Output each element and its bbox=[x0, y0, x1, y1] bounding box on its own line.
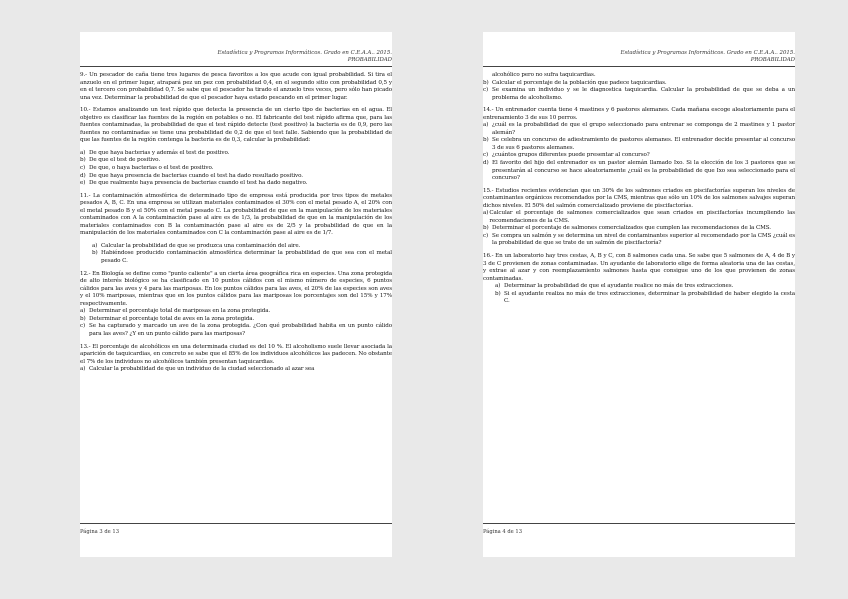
exercise-subitem bbox=[80, 150, 392, 158]
page-body bbox=[483, 72, 795, 306]
exercise-paragraph: 10.- Estamos analizando un test rápido que detecta la presencia de un cierto tipo de bacterias en el agua. El objetivo es clasificar las fuentes de la región en potables o no. El fabricante del test rápido afirma que, para las fuentes contaminadas, la probabilidad de que el test rápido detecte (test positivo) la bacteria es de 0,9, pero las fuentes no contaminadas se tiene una probabilidad de 0,2 de que el test falle. Sabiendo que la probabilidad de que las fuentes de la región contenga la bacteria es de 0,3, calcular la probabilidad: bbox=[80, 107, 392, 144]
footer-rule bbox=[483, 523, 795, 524]
exercise-subitem bbox=[80, 250, 392, 265]
exercise-paragraph: 15.- Estudios recientes evidencian que un 30% de los salmones criados en piscifactorías superan los niveles de contaminantes orgánicos recomendados por la CMS, mientras que sólo un 10% de los salmones salvajes superan dichos niveles. El 50% del salmón comercializado proviene de piscifactorías. bbox=[483, 187, 795, 209]
subitem-text: Determinar el porcentaje total de mariposas en la zona protegida. bbox=[89, 308, 271, 315]
subitem-text: Si el ayudante realiza no más de tres extracciones, determinar la probabilidad de haber elegido la cesta C. bbox=[504, 290, 795, 305]
subitem-label: a) bbox=[80, 149, 86, 156]
subitem-label: d) bbox=[483, 160, 489, 167]
exercise-subitem bbox=[483, 233, 795, 248]
exercise-paragraph: 13.- El porcentaje de alcohólicos en una determinada ciudad es del 10 %. El alcoholismo suele llevar asociada la aparición de taquicardias, en concreto se sabe que el 85% de los individuos alcohólicos las padecen. No obstante el 7% de los individuos no alcohólicos también presentan taquicardias. bbox=[80, 343, 392, 365]
subitem-text: Se celebra un concurso de adiestramiento de pastores alemanes. El entrenador decide presentar al concurso 3 de sus 6 pastores alemanes. bbox=[492, 137, 795, 151]
header-rule bbox=[483, 66, 795, 67]
subitem-label: c) bbox=[483, 232, 489, 239]
page-header bbox=[483, 50, 795, 64]
header-topic: PROBABILIDAD bbox=[347, 57, 392, 63]
subitem-text: ¿cuál es la probabilidad de que el grupo seleccionado para entrenar se componga de 2 mastines y 1 pastor alemán? bbox=[492, 122, 795, 136]
subitem-text: De que haya presencia de bacterias cuando el test ha dado resultado positivo. bbox=[89, 172, 303, 179]
subitem-label: b) bbox=[483, 137, 489, 144]
exercise-subitem bbox=[483, 80, 795, 88]
page-header bbox=[80, 50, 392, 64]
header-topic: PROBABILIDAD bbox=[750, 57, 795, 63]
subitem-label: c) bbox=[80, 165, 86, 172]
exercise-subitem bbox=[80, 308, 392, 316]
exercise-subitem bbox=[80, 366, 392, 374]
exercise-subitem bbox=[80, 165, 392, 173]
footer-rule bbox=[80, 523, 392, 524]
page-body bbox=[80, 72, 392, 374]
subitem-label: b) bbox=[80, 315, 86, 322]
subitem-label: a) bbox=[80, 366, 86, 373]
subitem-text: Habiéndose producido contaminación atmosférica determinar la probabilidad de que sea con el metal pesado C. bbox=[101, 250, 392, 265]
subitem-text: Calcular la probabilidad de que se produzca una contaminación del aire. bbox=[101, 242, 301, 249]
subitem-label: c) bbox=[483, 152, 489, 159]
page-4 bbox=[483, 32, 795, 557]
exercise-subitem bbox=[483, 225, 795, 233]
exercise-subitem bbox=[80, 323, 392, 338]
exercise-subitem bbox=[483, 87, 795, 102]
subitem-label: a) bbox=[495, 283, 501, 290]
exercise-subitem bbox=[80, 180, 392, 188]
subitem-text: Calcular el porcentaje de salmones comercializados que sean criados en piscifactorías incumpliendo las recomendaciones de la CMS. bbox=[489, 210, 795, 224]
subitem-label: b) bbox=[92, 250, 98, 257]
exercise-subitem bbox=[483, 210, 795, 225]
subitem-label: c) bbox=[483, 87, 489, 94]
subitem-text: Calcular la probabilidad de que un individuo de la ciudad seleccionado al azar sea bbox=[89, 366, 315, 373]
exercise-subitem bbox=[483, 122, 795, 137]
subitem-text: ¿cuántos grupos diferentes puede presentar al concurso? bbox=[492, 152, 650, 159]
subitem-text: El favorito del hijo del entrenador es un pastor alemán llamado Ixo. Si la elección de los 3 pastores que se presentarán al concurso se hace aleatoriamente ¿cuál es la probabilidad de que Ixo sea seleccionado para el concurso? bbox=[492, 160, 795, 182]
subitem-text: De que realmente haya presencia de bacterias cuando el test ha dado negativo. bbox=[89, 180, 308, 187]
exercise-subitem bbox=[483, 152, 795, 160]
subitem-label: b) bbox=[483, 79, 489, 86]
exercise-subitem bbox=[483, 283, 795, 291]
page-number: Página 3 de 13 bbox=[80, 529, 120, 535]
header-course: Estadística y Programas Informáticos. Grado en C.E.A.A.. 2015. bbox=[217, 50, 392, 56]
exercise-subitem bbox=[483, 160, 795, 183]
subitem-text: Determinar el porcentaje total de aves en la zona protegida. bbox=[89, 315, 255, 322]
subitem-text: De que el test de positivo. bbox=[89, 157, 160, 164]
subitem-label: a) bbox=[483, 210, 489, 217]
continued-text: alcohólico pero no sufra taquicardias. bbox=[492, 72, 596, 78]
subitem-label: e) bbox=[80, 180, 86, 187]
exercise-paragraph: 11.- La contaminación atmosférica de determinado tipo de empresa está producida por tres tipos de metales pesados A, B, C. En una empresa se utilizan materiales contaminados el 30% con el metal pesado A, el 20% con el metal pesado B y el 50% con el metal pesado C. La probabilidad de que en la manipulación de los materiales contaminados con A la contaminación pase al aire es de 1/3, la probabilidad de que en la manipulación de los materiales contaminados con B la contaminación pase al aire es de 2/5 y la probabilidad de que en la manipulación de los materiales contaminados con C la contaminación pase al aire es de 1/7. bbox=[80, 192, 392, 237]
subitem-label: b) bbox=[483, 225, 489, 232]
subitem-text: De que, o haya bacterias o el test de positivo. bbox=[89, 165, 214, 172]
exercise-subitem bbox=[80, 173, 392, 181]
subitem-label: a) bbox=[80, 308, 86, 315]
subitem-label: d) bbox=[80, 172, 86, 179]
exercise-subitem bbox=[483, 291, 795, 306]
header-rule bbox=[80, 66, 392, 67]
exercise-paragraph: 12.- En Biología se define como "punto caliente" a un cierta área geográfica rica en especies. Una zona protegida de alto interés biológico se ha clasificado en 10 puntos cálidos con el mismo número de especies, 6 puntos cálidos para las aves y 4 para las mariposas. En los puntos cálidos para las aves, el 20% de las especies son aves y el 10% mariposas, mientras que en los puntos cálidos para las mariposas los porcentajes son del 15% y 17% respectivamente. bbox=[80, 270, 392, 307]
subitem-text: Determinar la probabilidad de que el ayudante realice no más de tres extracciones. bbox=[504, 283, 734, 290]
page-3 bbox=[80, 32, 392, 557]
exercise-subitem bbox=[80, 157, 392, 165]
subitem-label: c) bbox=[80, 323, 86, 330]
header-course: Estadística y Programas Informáticos. Grado en C.E.A.A.. 2015. bbox=[620, 50, 795, 56]
exercise-paragraph: 14.- Un entrenador cuenta tiene 4 mastines y 6 pastores alemanes. Cada mañana escoge aleatoriamente para el entrenamiento 3 de sus 10 perros. bbox=[483, 107, 795, 121]
subitem-label: b) bbox=[495, 290, 501, 297]
subitem-text: Calcular el porcentaje de la población que padece taquicardias. bbox=[492, 79, 667, 86]
exercise-paragraph: 9.- Un pescador de caña tiene tres lugares de pesca favoritos a los que acude con igual probabilidad. Si tira el anzuelo en el primer lugar, atrapará pez un pez con probabilidad 0,4, en el segundo sitio con probabilidad 0,5 y en el tercero con probabilidad 0,7. Se sabe que el pescador ha tirado el anzuelo tres veces, pero sólo han picado una vez. Determinar la probabilidad de que el pescador haya estado pescando en el primer lugar. bbox=[80, 72, 392, 101]
subitem-text: Se ha capturado y marcado un ave de la zona protegida. ¿Con qué probabilidad habita en un punto cálido para las aves? ¿Y en un punto cálido para las mariposas? bbox=[89, 323, 392, 337]
subitem-label: a) bbox=[483, 122, 489, 129]
subitem-text: De que haya bacterias y además el test de positivo. bbox=[89, 149, 230, 156]
page-number: Página 4 de 13 bbox=[483, 529, 523, 535]
subitem-text: Determinar el porcentaje de salmones comercializados que cumplen las recomendaciones de la CMS. bbox=[492, 225, 771, 232]
subitem-text: Se examina un individuo y se le diagnostica taquicardia. Calcular la probabilidad de que se deba a un problema de alcoholismo. bbox=[492, 87, 795, 101]
subitem-label: a) bbox=[92, 242, 98, 249]
subitem-label: b) bbox=[80, 157, 86, 164]
subitem-text: Se compra un salmón y se determina un nivel de contaminantes superior al recomendado por la CMS ¿cuál es la probabilidad de que se trate de un salmón de piscifactoría? bbox=[492, 232, 795, 247]
exercise-subitem bbox=[483, 137, 795, 152]
exercise-paragraph: 16.- En un laboratorio hay tres cestas, A, B y C, con 8 salmones cada una. Se sabe que 5 salmones de A, 4 de B y 3 de C provienen de zonas contaminadas. Un ayudante de laboratorio elige de forma aleatoria una de las cestas, y extrae al azar y con reemplazamiento salmones hasta que consigue uno de los que provienen de zonas contaminadas. bbox=[483, 253, 795, 282]
